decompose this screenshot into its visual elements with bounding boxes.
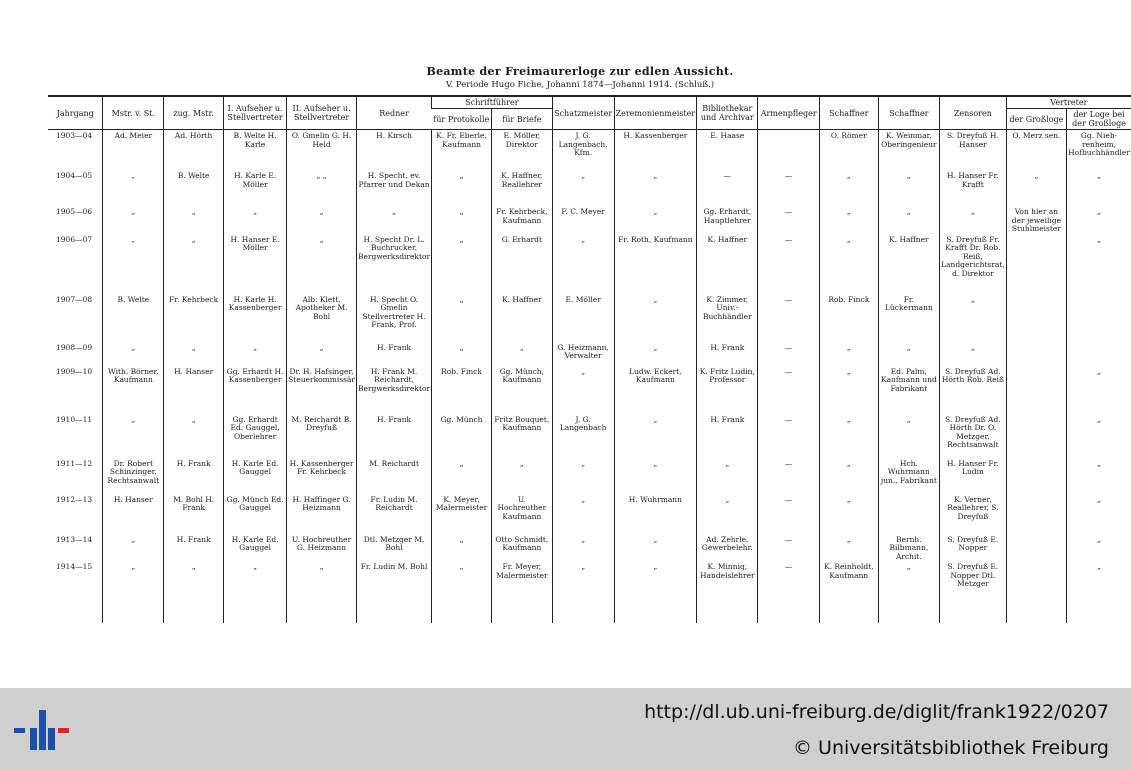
table-cell: O. Gmelin G. H. Held (287, 130, 357, 171)
table-cell: „ (819, 494, 878, 534)
table-cell: „ (819, 342, 878, 366)
table-cell: Dtl. Metzger M. Bohl (357, 534, 432, 562)
table-cell: „ (614, 342, 697, 366)
table-cell: „ (614, 206, 697, 234)
header-row-top (48, 96, 1131, 109)
header-schaffner-2: Schaffner (878, 96, 939, 130)
table-cell: „ (287, 234, 357, 294)
table-cell (1006, 534, 1066, 562)
table-cell: E. Haase (697, 130, 758, 171)
header-armenpfleger: Armenpfleger (758, 96, 819, 130)
table-cell: „ (103, 534, 164, 562)
table-cell: „ (940, 294, 1007, 342)
table-cell: G. Heizmann, Verwalter (552, 342, 614, 366)
table-cell (1006, 234, 1066, 294)
table-row (48, 494, 1131, 534)
table-cell: „ (697, 458, 758, 494)
row-year: 1908—09 (56, 342, 93, 352)
table-cell: „ (940, 342, 1007, 366)
row-year: 1903—04 (56, 131, 93, 140)
table-cell: „ (357, 206, 432, 234)
header-vertreter: Vertreter (1006, 96, 1131, 109)
table-cell: — (758, 294, 819, 342)
table-cell: K. Meyer, Malermeister (432, 494, 492, 534)
table-cell: „ (614, 458, 697, 494)
header-briefe: für Briefe (491, 109, 552, 130)
table-cell: „ (432, 294, 492, 342)
table-cell: „ (614, 534, 697, 562)
table-row (48, 294, 1131, 342)
table-cell: Gg. Münch (432, 414, 492, 458)
table-cell: „ (614, 294, 697, 342)
table-cell: H. Karle H. Kassenberger (224, 294, 287, 342)
table-cell: „ (164, 234, 224, 294)
table-cell: E. Möller (552, 294, 614, 342)
table-row (48, 534, 1131, 562)
table-cell: K. Minnig, Handelslehrer (697, 561, 758, 623)
table-cell: U. Hochreuther G. Heizmann (287, 534, 357, 562)
table-cell: Ludw. Eckert, Kaufmann (614, 366, 697, 414)
header-mstr: Mstr. v. St. (103, 96, 164, 130)
table-cell: „ (819, 206, 878, 234)
table-cell: „ (1067, 494, 1131, 534)
table-row (48, 234, 1131, 294)
table-cell: J. G. Langenbach (552, 414, 614, 458)
table-cell: „ (224, 342, 287, 366)
table-cell: H. Frank (164, 458, 224, 494)
table-cell (1006, 294, 1066, 342)
table-row (48, 414, 1131, 458)
header-aufseher-1: I. Aufseher u. Stellvertreter (224, 96, 287, 130)
table-cell: „ (552, 234, 614, 294)
table-cell: Dr. Robert Schinzinger, Rechtsanwalt (103, 458, 164, 494)
row-year: 1910—11 (56, 414, 93, 424)
header-zeremonienmeister: Zeremonienmeister (614, 96, 697, 130)
table-cell: Von hier an der jeweilige Stuhlmeister (1006, 206, 1066, 234)
header-bibliothekar: Bibliothekar und Archivar (697, 96, 758, 130)
table-cell: — (758, 414, 819, 458)
table-cell: „ (103, 170, 164, 206)
table-cell: — (758, 206, 819, 234)
ub-freiburg-logo-icon (14, 702, 70, 758)
table-cell: H. Kirsch (357, 130, 432, 171)
table-cell: Gg. Münch, Kaufmann (491, 366, 552, 414)
table-cell: H. Frank (357, 414, 432, 458)
table-cell: Fr. Kehrbeck (164, 294, 224, 342)
table-cell: H. Specht, ev. Pfarrer und Dekan (357, 170, 432, 206)
table-cell: Ed. Palm, Kaufmann und Fabrikant (878, 366, 939, 414)
table-cell: J. G. Langenbach, Kfm. (552, 130, 614, 171)
table-cell: S. Dreyfuß E. Nopper Dtl. Metzger (940, 561, 1007, 623)
table-cell: „ (491, 458, 552, 494)
table-cell: Fr. Ludin M. Bohl (357, 561, 432, 623)
table-cell: H. Kassenberger Fr. Kehrbeck (287, 458, 357, 494)
table-cell: H. Frank (697, 414, 758, 458)
table-row (48, 458, 1131, 494)
table-cell: M. Bohl H. Frank (164, 494, 224, 534)
table-cell: H. Hanser E. Möller (224, 234, 287, 294)
table-cell: „ (552, 458, 614, 494)
table-cell: „ (1006, 170, 1066, 206)
table-cell: — (758, 494, 819, 534)
table-cell: „ (432, 534, 492, 562)
table-cell: „ (614, 170, 697, 206)
table-cell: „ (224, 561, 287, 623)
header-grossloge: der Großloge (1006, 109, 1066, 130)
table-cell (1067, 294, 1131, 342)
table-cell: K. Verner, Reallehrer, S. Dreyfuß (940, 494, 1007, 534)
table-cell: H. Haffinger G. Heizmann (287, 494, 357, 534)
table-cell: E. Möller, Direktor (491, 130, 552, 171)
table-cell: „ (878, 170, 939, 206)
table-cell: Fr. Ludin M. Reichardt (357, 494, 432, 534)
table-cell: „ (1067, 561, 1131, 623)
table-cell: „ (164, 206, 224, 234)
table-cell (878, 494, 939, 534)
table-cell: „ (697, 494, 758, 534)
table-cell: „ (103, 414, 164, 458)
table-cell: B. Welte (164, 170, 224, 206)
table-cell: Rob. Finck (819, 294, 878, 342)
table-cell: „ (103, 206, 164, 234)
table-cell: K. Fr. Eberle, Kaufmann (432, 130, 492, 171)
table-cell: H. Frank (164, 534, 224, 562)
table-cell: — (758, 561, 819, 623)
table-cell: H. Hanser Fr. Krafft (940, 170, 1007, 206)
table-cell: „ (552, 534, 614, 562)
table-cell: „ (432, 342, 492, 366)
table-cell: H. Wuhrmann (614, 494, 697, 534)
table-cell: K. Haffner, Reallehrer (491, 170, 552, 206)
table-cell (1006, 458, 1066, 494)
footer-bar (0, 688, 1131, 770)
table-cell: H. Hanser (103, 494, 164, 534)
copyright-notice: © Universitätsbibliothek Freiburg (793, 737, 1109, 759)
table-cell: „ (1067, 366, 1131, 414)
table-cell: „ (819, 534, 878, 562)
table-cell: Bernh. Bilbmann, Archit. (878, 534, 939, 562)
table-cell: „ (103, 234, 164, 294)
table-cell: „ (432, 206, 492, 234)
table-cell: „ (552, 170, 614, 206)
table-cell: „ (1067, 458, 1131, 494)
table-cell (1006, 342, 1066, 366)
table-cell: G. Erhardt (491, 234, 552, 294)
table-cell: „ (552, 561, 614, 623)
table-cell: „ (878, 342, 939, 366)
table-cell: „ (940, 206, 1007, 234)
table-cell: Gg. Erhardt, Hauptlehrer (697, 206, 758, 234)
row-year: 1909—10 (56, 366, 93, 376)
table-row (48, 206, 1131, 234)
table-cell: F. C. Meyer (552, 206, 614, 234)
table-row (48, 561, 1131, 623)
row-year: 1913—14 (56, 534, 93, 544)
table-cell: H. Hanser Fr. Ludin (940, 458, 1007, 494)
table-cell: „ (878, 561, 939, 623)
table-cell: „ (1067, 534, 1131, 562)
header-jahrgang: Jahrgang (48, 96, 103, 130)
table-cell (1006, 366, 1066, 414)
row-year: 1912—13 (56, 494, 93, 504)
table-cell: Hch. Wuhrmann jun., Fabrikant (878, 458, 939, 494)
table-cell: „ (878, 206, 939, 234)
table-cell: K. Haffner (491, 294, 552, 342)
table-cell: Gg. Niehrenheim, Hofbuchhändler (1067, 130, 1131, 171)
table-cell: Ad. Hörth (164, 130, 224, 171)
table-cell: O. Merz sen. (1006, 130, 1066, 171)
table-cell: K. Zimmer, Univ.-Buchhändler (697, 294, 758, 342)
table-cell: „ (432, 170, 492, 206)
table-cell: — (758, 534, 819, 562)
header-schatzmeister: Schatzmeister (552, 96, 614, 130)
table-cell: Fr. Kehrbeck, Kaufmann (491, 206, 552, 234)
table-cell: B. Welte H. Karle (224, 130, 287, 171)
table-cell: „ (164, 414, 224, 458)
table-cell: Otto Schmidt, Kaufmann (491, 534, 552, 562)
row-year: 1907—08 (56, 294, 93, 304)
source-url[interactable]: http://dl.ub.uni-freiburg.de/diglit/frank1922/0207 (644, 701, 1109, 723)
table-cell: K. Haffner (878, 234, 939, 294)
table-cell: Gg. Erhardt Ed. Gauggel, Oberlehrer (224, 414, 287, 458)
table-cell: Fr. Meyer, Malermeister (491, 561, 552, 623)
table-cell: M. Reichardt (357, 458, 432, 494)
table-cell: H. Karle E. Möller (224, 170, 287, 206)
header-protokolle: für Protokolle (432, 109, 492, 130)
table-row (48, 170, 1131, 206)
table-cell: With. Börner, Kaufmann (103, 366, 164, 414)
header-redner: Redner (357, 96, 432, 130)
table-row (48, 342, 1131, 366)
table-cell: — (758, 234, 819, 294)
header-loge-bei-grossloge: der Loge bei der Großloge (1067, 109, 1131, 130)
table-cell: U. Hochreuther Kaufmann (491, 494, 552, 534)
table-cell: — (758, 170, 819, 206)
table-cell: K. Fritz Ludin, Professor (697, 366, 758, 414)
table-cell: H. Frank (697, 342, 758, 366)
table-cell: „ (432, 561, 492, 623)
table-cell: „ (432, 458, 492, 494)
table-cell: H. Hanser (164, 366, 224, 414)
table-cell: „ (614, 561, 697, 623)
table-cell: K. Reinholdt, Kaufmann (819, 561, 878, 623)
table-cell: K. Weinmar, Oberingenieur (878, 130, 939, 171)
table-cell: S. Dreyfuß E. Nopper (940, 534, 1007, 562)
table-cell: H. Karle Ed. Gauggel (224, 534, 287, 562)
table-cell: — (758, 458, 819, 494)
table-cell: Fr. Lückermann (878, 294, 939, 342)
table-cell: Fr. Roth, Kaufmann (614, 234, 697, 294)
table-cell: H. Specht O. Gmelin Stellvertreter H. Frank, Prof. (357, 294, 432, 342)
table-cell: „ (287, 342, 357, 366)
table-cell: „ (287, 206, 357, 234)
table-cell: O. Römer (819, 130, 878, 171)
row-year: 1904—05 (56, 171, 93, 180)
table-body (48, 130, 1131, 624)
table-cell: B. Welte (103, 294, 164, 342)
header-zug-mstr: zug. Mstr. (164, 96, 224, 130)
table-cell (1067, 342, 1131, 366)
table-cell: H. Kassenberger (614, 130, 697, 171)
table-cell: S. Dreyfuß Fr. Krafft Dr. Rob. Reiß, Landgerichtsrat, d. Direktor (940, 234, 1007, 294)
table-cell: M. Reichardt B. Dreyfuß (287, 414, 357, 458)
table-cell: „ (552, 366, 614, 414)
table-cell: Ad. Zehrle, Gewerbelehr. (697, 534, 758, 562)
table-cell: Gg. Erhardt H. Kassenberger (224, 366, 287, 414)
document-subtitle: V. Periode Hugo Fiche, Johanni 1874—Johanni 1914. (Schluß.) (445, 80, 715, 90)
table-cell: „ (491, 342, 552, 366)
table-cell: „ (614, 414, 697, 458)
table-cell: „ (1067, 414, 1131, 458)
table-cell: Dr. H. Hafsinger, Steuerkommissär (287, 366, 357, 414)
table-cell: Fritz Bouquet, Kaufmann (491, 414, 552, 458)
table-cell: „ (552, 494, 614, 534)
row-year: 1905—06 (56, 207, 93, 216)
table-cell: Rob. Finck (432, 366, 492, 414)
table-cell: „ (819, 458, 878, 494)
table-cell: Ad. Meier (103, 130, 164, 171)
table-cell (1006, 494, 1066, 534)
table-cell: „ „ (287, 170, 357, 206)
table-cell: „ (164, 561, 224, 623)
table-row (48, 130, 1131, 171)
table-cell: „ (878, 414, 939, 458)
table-row (48, 366, 1131, 414)
table-cell: „ (819, 366, 878, 414)
table-cell: H. Frank (357, 342, 432, 366)
table-cell: K. Haffner (697, 234, 758, 294)
table-cell: H. Frank M. Reichardt, Bergwerksdirektor (357, 366, 432, 414)
table-cell: H. Specht Dr. L. Buchrucker, Bergwerksdirektor (357, 234, 432, 294)
row-year: 1911—12 (56, 458, 93, 468)
table-cell: — (758, 366, 819, 414)
table-cell: „ (224, 206, 287, 234)
table-cell (1006, 561, 1066, 623)
document-title: Beamte der Freimaurerloge zur edlen Aussicht. (426, 65, 734, 78)
table-cell: — (697, 170, 758, 206)
table-cell: Gg. Münch Ed. Gauggel (224, 494, 287, 534)
table-cell: S. Dreyfuß Ad. Hörth Dr. O. Metzger, Rechtsanwalt (940, 414, 1007, 458)
table-cell (758, 130, 819, 171)
table-cell: „ (1067, 234, 1131, 294)
table-cell: „ (103, 561, 164, 623)
table-cell: S. Dreyfuß H. Hanser (940, 130, 1007, 171)
table-cell: H. Karle Ed. Gauggel (224, 458, 287, 494)
table-cell: „ (819, 414, 878, 458)
officers-table (48, 95, 1131, 623)
table-cell: „ (819, 234, 878, 294)
header-schaffner-1: Schaffner (819, 96, 878, 130)
row-year: 1906—07 (56, 234, 93, 244)
table-cell: „ (103, 342, 164, 366)
row-year: 1914—15 (56, 562, 93, 571)
header-aufseher-2: II. Aufseher u. Stellvertreter (287, 96, 357, 130)
header-schriftfuehrer: Schriftführer (432, 96, 553, 109)
table-cell (1006, 414, 1066, 458)
table-cell: — (758, 342, 819, 366)
table-cell: „ (1067, 206, 1131, 234)
table-cell: Alb. Klett, Apotheker M. Bohl (287, 294, 357, 342)
table-cell: „ (164, 342, 224, 366)
table-cell: „ (432, 234, 492, 294)
header-zensoren: Zensoren (940, 96, 1007, 130)
table-cell: „ (819, 170, 878, 206)
table-cell: „ (1067, 170, 1131, 206)
table-cell: „ (287, 561, 357, 623)
table-cell: S. Dreyfuß Ad. Hörth Rob. Reiß (940, 366, 1007, 414)
